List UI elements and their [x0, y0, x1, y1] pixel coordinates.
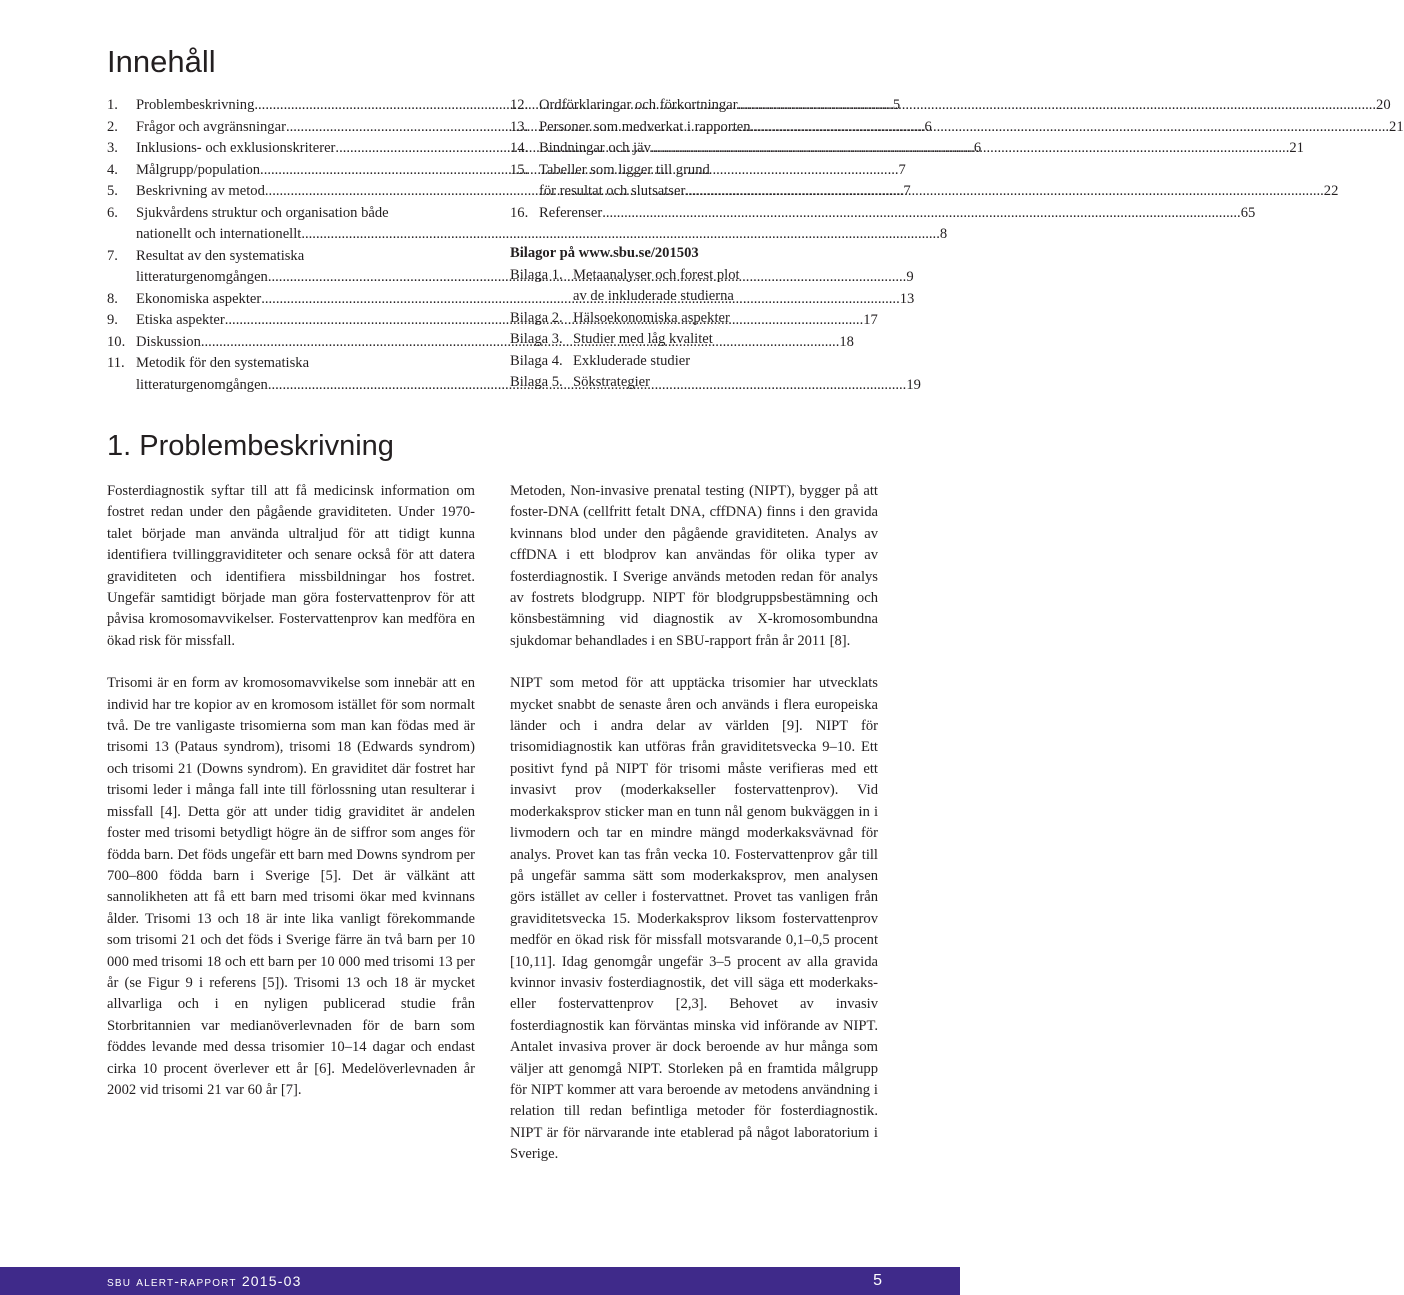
toc-text: Problembeskrivning — [136, 97, 255, 113]
toc-text: Metodik för den systematiska — [136, 355, 310, 371]
paragraph: Metoden, Non-invasive prenatal testing (NIPT), bygger på att foster-DNA (cellfritt fetalt DNA, cffDNA) finns i den gravida kvinnans blod under den pågående graviditeten. Analys av cffDNA i ett blodprov kan användas för olika typer av fosterdiagnostik. I Sverige används metoden redan för analys av fostrets blodgrupp. NIPT för blodgruppsbestämning och könsbestämning vid diagnostik av X-kromosombundna sjukdomar behandlades i en SBU-rapport från år 2011 [8]. — [510, 483, 878, 649]
toc-text: Inklusions- och exklusionskriterer — [136, 140, 336, 156]
bilaga-label: Bilaga 4. — [510, 352, 563, 369]
bilaga-text: Metaanalyser och forest plot — [573, 266, 740, 283]
toc-page: 65 — [1240, 204, 1256, 221]
toc-page: 21 — [1289, 140, 1304, 156]
toc-number: 7. — [107, 247, 118, 264]
bilaga-label: Bilaga 5. — [510, 374, 563, 390]
bilagor-list — [510, 265, 876, 394]
toc-text: Etiska aspekter — [136, 312, 225, 328]
toc-page: 22 — [1323, 183, 1339, 199]
paragraph: NIPT som metod för att upptäcka trisomier har utvecklats mycket snabbt de senaste åren och används i flera europeiska länder och i andra delar av världen [9]. NIPT för trisomidiagnostik kan utföras från graviditetsvecka 9–10. Ett positivt fynd på NIPT för trisomi måste verifieras med ett invasivt prov (moderkakseller fostervattenprov). Vid moderkaksprov sticker man en tunn nål genom bukväggen in i livmodern och tar en mindre mängd moderkaksvävnad för analys. Provet kan tas från vecka 10. Fostervattenprov går till på ungefär samma sätt som moderkaksprov, men analysen görs istället av celler i fostervattnet. Provet tas vanligen från graviditetsvecka 15. Moderkaksprov liksom fostervattenprov medför en ökad risk för missfall motsvarande 0,1–0,5 procent [10,11]. Idag genomgår ungefär 3–5 procent av alla gravida kvinnor invasiv fosterdiagnostik, det vill säga ett moderkaks- eller fostervattenprov [2,3]. Behovet av invasiv fosterdiagnostik kan förväntas minska vid införande av NIPT. Antalet invasiva prover är dock beroende av hur många som väljer att genomgå NIPT. Storleken på en framtida målgrupp för NIPT kommer att vara beroende av metodens användning i relation till redan befintliga metoder för fosterdiagnostik. NIPT är för närvarande inte etablerad på något laboratorium i Sverige. — [510, 675, 878, 1163]
toc-number: 1. — [107, 97, 118, 113]
toc-text-cont: litteraturgenomgången — [136, 376, 268, 393]
toc-entry[interactable] — [510, 95, 1391, 117]
bilaga-entry[interactable] — [510, 372, 876, 394]
toc-text: Bindningar och jäv — [539, 140, 651, 156]
toc-text: Diskussion — [136, 333, 201, 350]
toc-page: 6 — [924, 118, 932, 135]
bilaga-text-cont: av de inkluderade studierna — [573, 288, 734, 304]
toc-leader-dots — [738, 95, 1376, 117]
bilaga-text: Sökstrategier — [573, 374, 651, 390]
body-column-left — [107, 481, 475, 1101]
bilagor-heading: Bilagor på www.sbu.se/201503 — [510, 245, 699, 261]
toc-text: Beskrivning av metod — [136, 183, 265, 199]
toc-page: 6 — [973, 140, 982, 156]
toc-number: 14. — [510, 140, 529, 156]
bilaga-text: Studier med låg kvalitet — [573, 331, 713, 347]
bilaga-entry[interactable] — [510, 329, 876, 351]
toc-entry[interactable] — [510, 117, 1404, 139]
page-number: 5 — [873, 1272, 882, 1289]
section-heading: 1. Problembeskrivning — [107, 430, 394, 462]
toc-text-cont: litteraturgenomgången — [136, 269, 268, 285]
toc-page: 21 — [1389, 118, 1404, 135]
toc-text: Ordförklaringar och förkortningar — [539, 97, 738, 113]
toc-number: 5. — [107, 183, 118, 199]
toc-page: 7 — [898, 161, 906, 178]
footer-title: sbu alert-rapport 2015-03 — [107, 1273, 302, 1289]
toc-leader-dots — [685, 181, 1323, 203]
bilaga-entry[interactable] — [510, 265, 876, 287]
toc-number: 11. — [107, 355, 125, 371]
toc-number: 16. — [510, 204, 529, 221]
toc-text: Personer som medverkat i rapporten — [539, 118, 751, 135]
toc-text: Sjukvårdens struktur och organisation både — [136, 204, 389, 221]
toc-entry[interactable] — [510, 138, 1304, 160]
body-column-right — [510, 481, 878, 1166]
bilaga-label: Bilaga 2. — [510, 309, 563, 326]
bilaga-text: Exkluderade studier — [573, 352, 691, 369]
toc-number: 3. — [107, 140, 118, 156]
toc-text: Resultat av den systematiska — [136, 247, 305, 264]
bilaga-text: Hälsoekonomiska aspekter — [573, 309, 730, 326]
page-title: Innehåll — [107, 44, 216, 79]
bilaga-label: Bilaga 1. — [510, 266, 563, 283]
toc-number: 4. — [107, 161, 118, 178]
paragraph: Trisomi är en form av kromosomavvikelse som innebär att en individ har tre kopior av en kromosom istället för som normalt två. De tre vanligaste trisomierna som man kan födas med är trisomi 13 (Pataus syndrom), trisomi 18 (Edwards syndrom) och trisomi 21 (Downs syndrom). En graviditet där fostret har trisomi leder i många fall inte till förlossning utan resulterar i missfall [4]. Detta gör att under tidig graviditet är andelen foster med trisomi betydligt högre än de siffror som anges för födda barn. Det föds ungefär ett barn med Downs syndrom per 700–800 födda barn i Sverige [5]. Det är välkänt att sannolikheten att få ett barn med trisomi ökar med kvinnans ålder. Trisomi 13 och 18 är inte lika vanligt förekommande som trisomi 21 och det föds i Sverige färre än två barn per 10 000 med trisomi 18 och ett barn per 10 000 med trisomi 13 per år (se Figur 9 i referens [5]). Trisomi 13 och 18 är mycket allvarliga och i en nyligen publicerad studie från Storbritannien var medianöverlevnaden för de barn som föddes levande med dessa trisomier 10–14 dagar och endast cirka 10 procent överlever ett år [6]. Medelöverlevnaden år 2002 vid trisomi 21 var 60 år [7]. — [107, 675, 475, 1098]
toc-leader-dots — [602, 203, 1240, 225]
toc-number: 8. — [107, 290, 118, 307]
toc-page: 9 — [906, 269, 914, 285]
bilaga-label: Bilaga 3. — [510, 331, 563, 347]
paragraph: Fosterdiagnostik syftar till att få medicinsk information om fostret redan under den pågående graviditeten. Under 1970-talet började man använda ultraljud för att tidigt kunna identifiera tvillinggraviditeter och senare också för att datera graviditeten och identifiera missbildningar hos fostret. Ungefär samtidigt började man göra fostervattenprov för att påvisa kromosomavvikelser. Fostervattenprov kan medföra en ökad risk för missfall. — [107, 483, 475, 649]
toc-number: 15. — [510, 161, 529, 178]
toc-page: 13 — [899, 290, 915, 307]
toc-number: 13. — [510, 118, 529, 135]
toc-text: Frågor och avgränsningar — [136, 118, 286, 135]
toc-page: 20 — [1376, 97, 1391, 113]
toc-leader-dots — [751, 117, 1389, 139]
toc-page: 7 — [903, 183, 911, 199]
bilaga-entry[interactable] — [510, 351, 876, 373]
toc-page: 8 — [939, 226, 948, 242]
toc-leader-dots — [651, 138, 1289, 160]
toc-text: Målgrupp/population — [136, 161, 261, 178]
toc-page: 17 — [863, 312, 878, 328]
toc-page: 18 — [839, 333, 854, 350]
toc-number: 9. — [107, 312, 118, 328]
toc-number: 12. — [510, 97, 529, 113]
toc-text: Ekonomiska aspekter — [136, 290, 262, 307]
toc-number: 6. — [107, 204, 118, 221]
bilaga-entry[interactable] — [510, 308, 876, 330]
toc-text: Tabeller som ligger till grund — [539, 161, 710, 178]
toc-page: 5 — [892, 97, 901, 113]
toc-entry[interactable] — [510, 160, 1339, 203]
toc-text: Referenser — [539, 204, 603, 221]
toc-number: 2. — [107, 118, 118, 135]
toc-entry[interactable] — [510, 203, 1256, 225]
toc-right-items — [510, 95, 1404, 224]
toc-number: 10. — [107, 333, 126, 350]
toc-entry-line — [539, 181, 1338, 203]
toc-page: 19 — [906, 376, 921, 393]
toc-entry-body — [539, 160, 1338, 203]
toc-text-cont: för resultat och slutsatser — [539, 183, 686, 199]
toc-text-cont: nationellt och internationellt — [136, 226, 302, 242]
